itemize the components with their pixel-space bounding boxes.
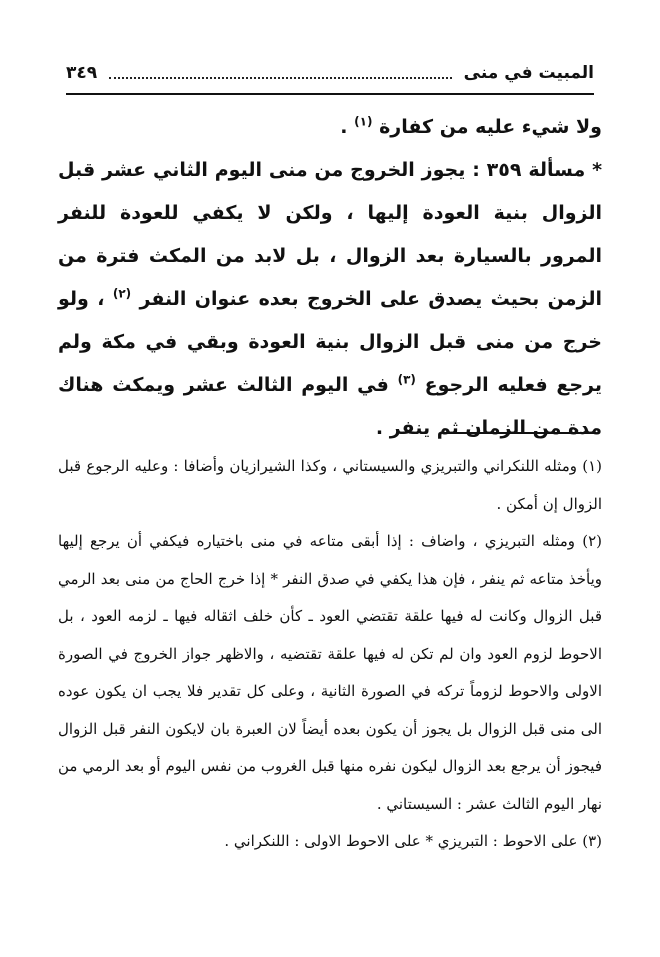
footnote-text: ومثله التبريزي ، واضاف : إذا أبقى متاعه في منى باختياره فيكفي أن يرجع إليها ويأخذ متاعه ثم ينفر ، فإن هذا يكفي في صدق النفر * إذا خرج الحاج من منى بعد الرمي قبل الزوال وكانت له فيها علقة تقتضي العود ـ كأن خلف اثقاله فيها ـ لزمه العود ، بل الاحوط لزوم العود وان لم تكن له فيها علقة تقتضيه ، والاظهر جواز الخروج في الصورة الاولى والاحوط لزوماً تركه في الصورة الثانية ، وعلى كل تقدير فلا يجب ان يكون عوده الى منى قبل الزوال بل يجوز أن يكون بعده أيضاً لان العبرة بان لايكون النفر قبل الزوال فيجوز أن يرجع بعد الزوال ليكون نفره منها قبل الغروب من نفس اليوم أو بعد الرمي من نهار اليوم الثالث عشر : السيستاني . <box>58 532 602 813</box>
masala-text-b: ، ولو خرج من منى قبل الزوال بنية العودة وبقي في مكة ولم يرجع فعليه الرجوع <box>58 288 602 396</box>
footnote-separator <box>444 432 594 434</box>
footnote-text: على الاحوط : التبريزي * على الاحوط الاولى : اللنكراني . <box>224 832 578 850</box>
footnote-ref-2[interactable]: (٢) <box>112 286 132 301</box>
masala-text-a: يجوز الخروج من منى اليوم الثاني عشر قبل الزوال بنية العودة إليها ، ولكن لا يكفي للعودة للنفر المرور بالسيارة بعد الزوال ، بل لابد من المكث فترة من الزمن بحيث يصدق على الخروج بعده عنوان النفر <box>58 159 602 310</box>
footnote-number: (٣) <box>582 832 602 850</box>
footnote-number: (٢) <box>582 532 602 550</box>
intro-paragraph <box>58 106 602 149</box>
page-number: ٣٤٩ <box>66 63 98 83</box>
footnote-3 <box>58 823 602 861</box>
footnote-number: (١) <box>582 457 602 475</box>
footnote-1 <box>58 448 602 523</box>
leader-dots <box>109 67 452 79</box>
footnote-2 <box>58 523 602 823</box>
masala-text-c: في اليوم الثالث عشر ويمكث هناك مدة من الزمان ثم ينفر . <box>58 374 602 439</box>
masala-paragraph <box>58 149 602 450</box>
header-rule <box>66 93 594 95</box>
chapter-title: المبيت في منى <box>463 63 594 83</box>
running-header <box>66 58 594 88</box>
footnote-ref-1[interactable]: (١) <box>354 114 373 129</box>
intro-end: . <box>340 116 355 138</box>
main-text <box>58 106 602 450</box>
footnotes <box>58 448 602 861</box>
footnote-ref-3[interactable]: (٣) <box>397 372 416 387</box>
footnote-text: ومثله اللنكراني والتبريزي والسيستاني ، وكذا الشيرازيان وأضافا : وعليه الرجوع قبل الزوال إن أمكن . <box>58 457 602 513</box>
masala-label: * مسألة ٣٥٩ : <box>465 159 603 181</box>
intro-text: ولا شيء عليه من كفارة <box>379 116 602 138</box>
